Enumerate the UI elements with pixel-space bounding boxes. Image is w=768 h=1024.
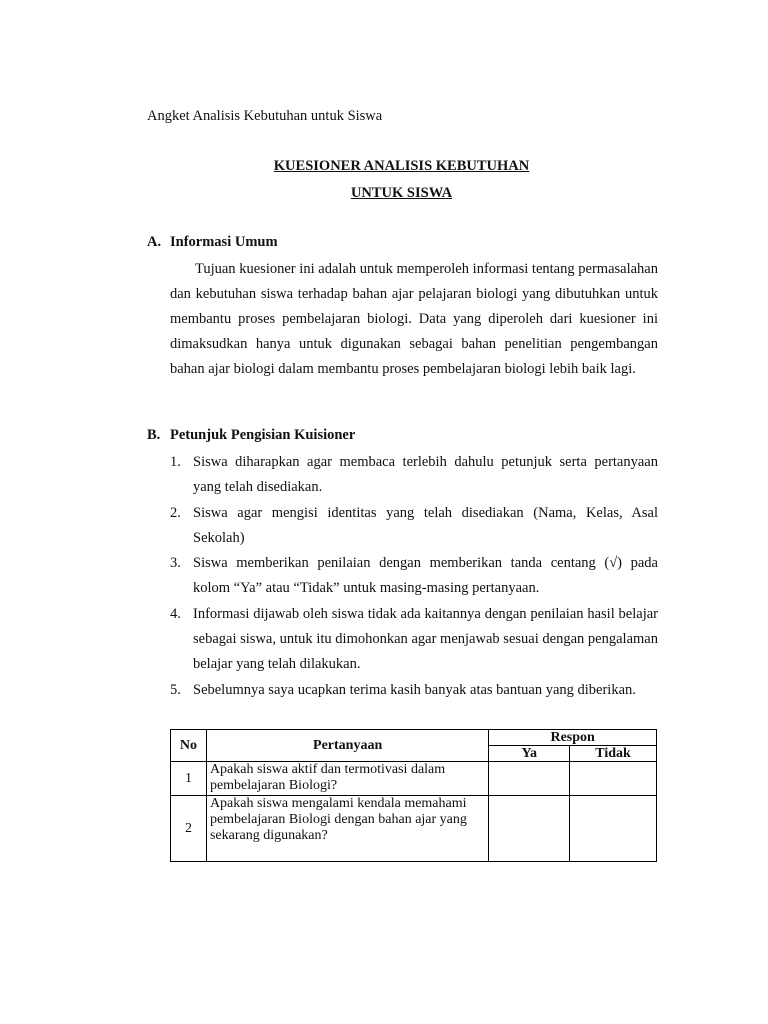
row-question: Apakah siswa aktif dan termotivasi dalam pembelajaran Biologi? (206, 762, 488, 796)
list-item (170, 501, 658, 552)
table-row (171, 796, 657, 862)
header-yes: Ya (489, 746, 570, 762)
header-response: Respon (489, 730, 657, 746)
row-number: 1 (171, 762, 207, 796)
list-item-number: 4. (170, 605, 181, 622)
document-title-line-1: KUESIONER ANALISIS KEBUTUHAN (273, 158, 530, 174)
list-item-text: Siswa memberikan penilaian dengan memberikan tanda centang (√) pada kolom “Ya” atau “Tidak” untuk masing-masing pertanyaan. (193, 555, 658, 597)
header-question: Pertanyaan (206, 730, 488, 762)
row-question: Apakah siswa mengalami kendala memahami pembelajaran Biologi dengan bahan ajar yang sekarang digunakan? (206, 796, 488, 862)
header-no-answer: Tidak (570, 746, 657, 762)
instruction-list (170, 450, 658, 703)
list-item (170, 678, 658, 703)
list-item-number: 3. (170, 555, 181, 572)
row-number: 2 (171, 796, 207, 862)
list-item-number: 1. (170, 454, 181, 470)
questionnaire-table (170, 729, 657, 862)
section-b-title: Petunjuk Pengisian Kuisioner (170, 427, 356, 443)
section-a-title: Informasi Umum (170, 234, 278, 250)
section-b-heading (147, 427, 355, 444)
list-item-number: 2. (170, 504, 181, 521)
list-item (170, 450, 658, 501)
list-item-text: Siswa diharapkan agar membaca terlebih dahulu petunjuk serta pertanyaan yang telah disediakan. (193, 454, 658, 496)
header-no: No (171, 730, 207, 762)
answer-cell-no[interactable] (570, 796, 657, 862)
list-item (170, 602, 658, 678)
header-note: Angket Analisis Kebutuhan untuk Siswa (147, 108, 383, 124)
list-item-text: Informasi dijawab oleh siswa tidak ada kaitannya dengan penilaian hasil belajar sebagai siswa, untuk itu dimohonkan agar menjawab sesuai dengan pengalaman belajar yang telah dilakukan. (193, 605, 658, 673)
document-title-line-2: UNTUK SISWA (350, 185, 453, 201)
list-item-text: Sebelumnya saya ucapkan terima kasih banyak atas bantuan yang diberikan. (193, 681, 636, 698)
list-item-number: 5. (170, 681, 181, 698)
list-item (170, 551, 658, 602)
table-row (171, 762, 657, 796)
answer-cell-yes[interactable] (489, 762, 570, 796)
list-item-text: Siswa agar mengisi identitas yang telah disediakan (Nama, Kelas, Asal Sekolah) (193, 504, 658, 546)
section-a-paragraph: Tujuan kuesioner ini adalah untuk memperoleh informasi tentang permasalahan dan kebutuhan siswa terhadap bahan ajar pelajaran biologi yang dibutuhkan untuk membantu proses pembelajaran biologi. Data yang diperoleh dari kuesioner ini dimaksudkan hanya untuk digunakan sebagai bahan penelitian pengembangan bahan ajar biologi dalam membantu proses pembelajaran biologi lebih baik lagi. (170, 261, 658, 377)
section-b-letter: B. (147, 427, 161, 443)
section-a-heading (147, 234, 278, 251)
answer-cell-no[interactable] (570, 762, 657, 796)
answer-cell-yes[interactable] (489, 796, 570, 862)
section-a-letter: A. (147, 234, 162, 250)
